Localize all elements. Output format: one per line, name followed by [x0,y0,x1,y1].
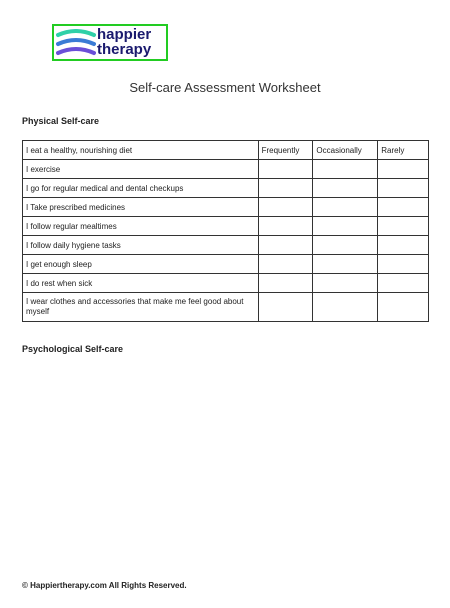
statement-cell: I Take prescribed medicines [23,198,259,217]
statement-cell: I get enough sleep [23,255,259,274]
answer-cell[interactable] [313,198,378,217]
statement-cell: I exercise [23,160,259,179]
answer-cell[interactable] [258,274,313,293]
table-row [23,217,429,236]
answer-cell[interactable] [258,160,313,179]
answer-cell[interactable] [258,179,313,198]
answer-cell[interactable] [258,293,313,322]
answer-cell[interactable] [258,255,313,274]
answer-cell[interactable] [258,236,313,255]
answer-cell[interactable] [258,217,313,236]
answer-cell[interactable] [313,274,378,293]
answer-cell[interactable] [258,198,313,217]
section-heading-psychological: Psychological Self-care [22,344,124,354]
statement-cell: I follow regular mealtimes [23,217,259,236]
answer-cell[interactable] [313,179,378,198]
table-row [23,236,429,255]
table-row [23,255,429,274]
table-row [23,198,429,217]
table-row [23,179,429,198]
table-row [23,141,429,160]
statement-cell: I go for regular medical and dental checkups [23,179,259,198]
answer-cell[interactable] [378,274,429,293]
brand-logo [52,24,168,61]
statement-cell: I wear clothes and accessories that make me feel good about myself [23,293,259,322]
statement-cell: I do rest when sick [23,274,259,293]
page-title: Self-care Assessment Worksheet [129,80,321,95]
column-header-frequently: Frequently [258,141,313,160]
answer-cell[interactable] [378,255,429,274]
answer-cell[interactable] [378,236,429,255]
answer-cell[interactable] [378,198,429,217]
answer-cell[interactable] [378,160,429,179]
answer-cell[interactable] [378,179,429,198]
copyright-footer: © Happiertherapy.com All Rights Reserved. [22,581,187,590]
assessment-table [22,140,429,322]
column-header-rarely: Rarely [378,141,429,160]
column-header-occasionally: Occasionally [313,141,378,160]
waves-icon [56,29,96,59]
statement-cell: I eat a healthy, nourishing diet [23,141,259,160]
answer-cell[interactable] [378,217,429,236]
table-row [23,160,429,179]
brand-name-line1: happier [97,26,152,43]
answer-cell[interactable] [313,160,378,179]
answer-cell[interactable] [313,217,378,236]
table-row [23,293,429,322]
table-row [23,274,429,293]
answer-cell[interactable] [313,255,378,274]
answer-cell[interactable] [313,236,378,255]
answer-cell[interactable] [313,293,378,322]
brand-name [97,27,151,57]
section-heading-physical: Physical Self-care [22,116,100,126]
statement-cell: I follow daily hygiene tasks [23,236,259,255]
answer-cell[interactable] [378,293,429,322]
brand-name-line2: therapy [97,41,152,58]
